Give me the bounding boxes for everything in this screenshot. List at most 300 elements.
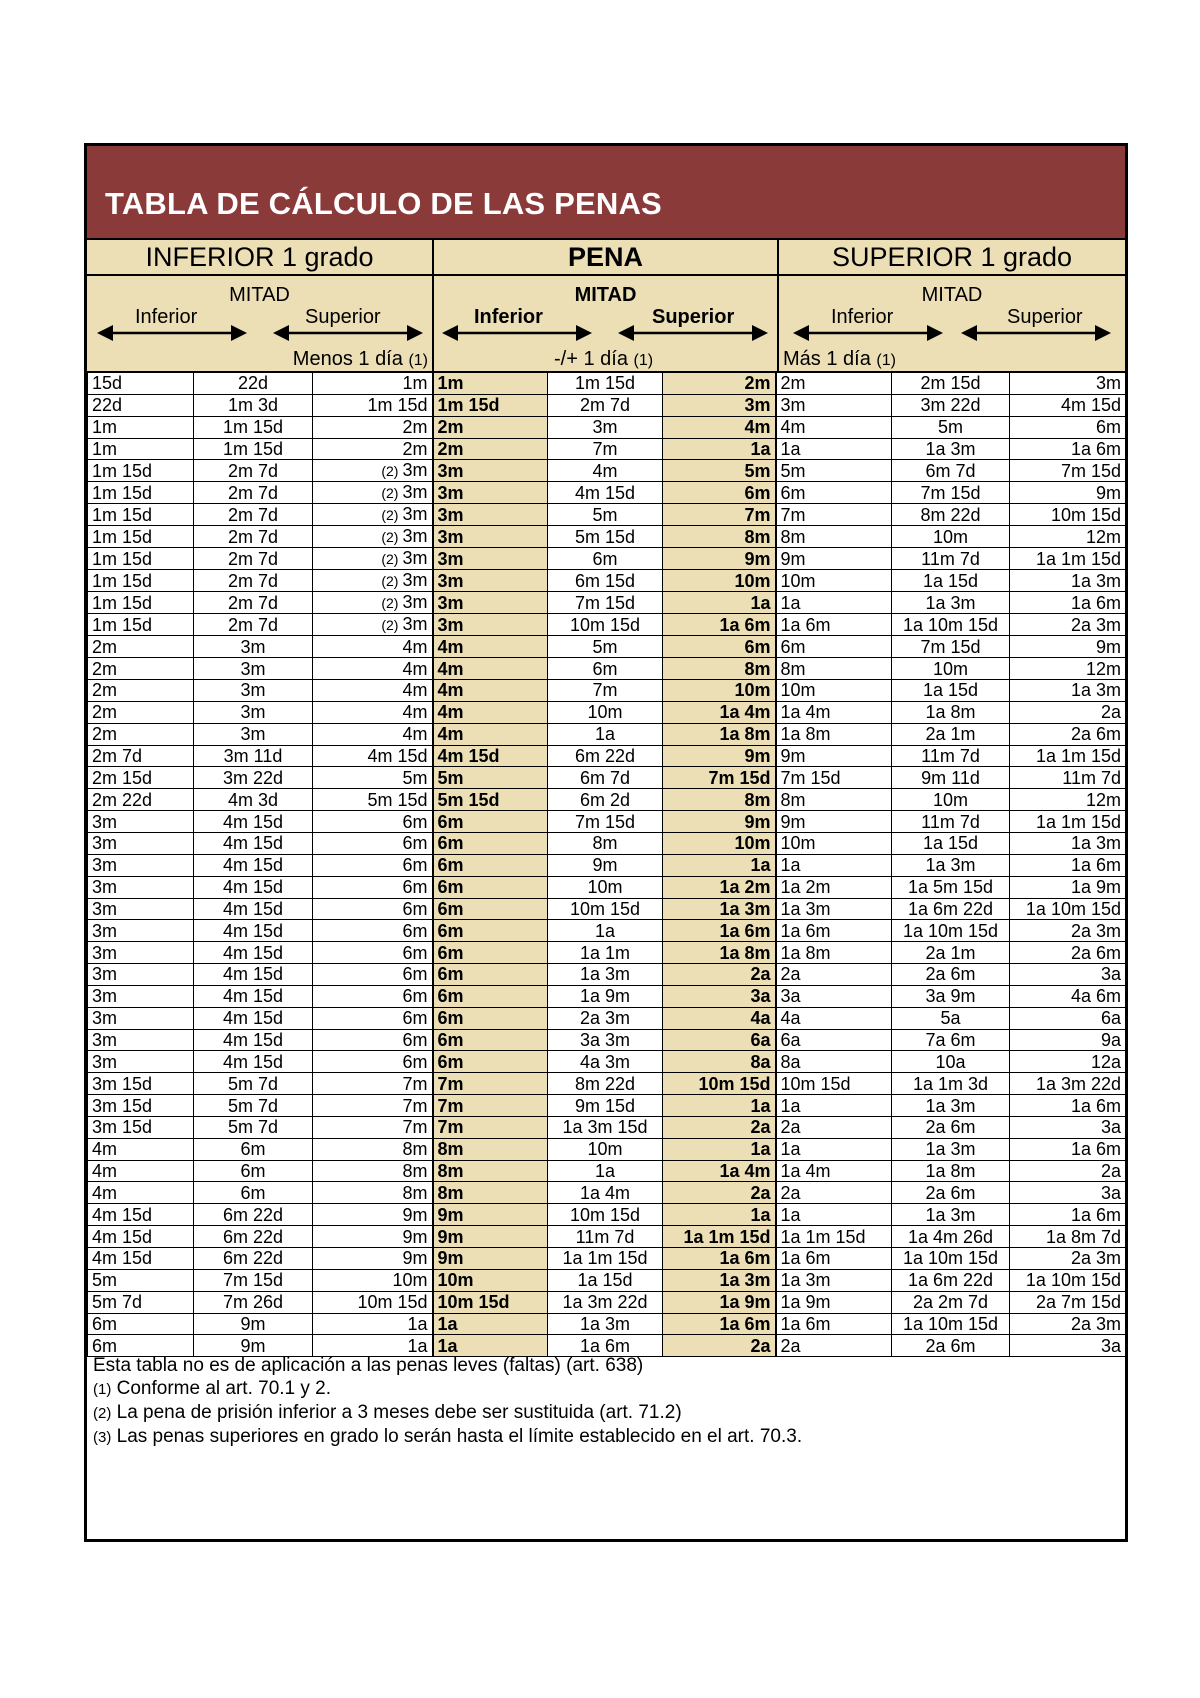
- cell-value: 3m 22d: [920, 395, 981, 416]
- cell-inferior-mitad: [194, 985, 313, 1007]
- cell-inferior-superior: [313, 482, 433, 504]
- cell-inferior-inferior: [88, 394, 194, 416]
- cell-value: 9m: [1095, 636, 1121, 657]
- cell-superior-superior: [1010, 854, 1126, 876]
- cell-inferior-inferior: [88, 526, 194, 548]
- cell-inferior-mitad: [194, 1138, 313, 1160]
- footnote-line: [93, 1354, 802, 1377]
- cell-value: 10m 15d: [569, 898, 641, 919]
- cell-value: 6m 22d: [222, 1204, 284, 1225]
- cell-pena-superior: [663, 482, 776, 504]
- cell-pena-inferior: [433, 920, 548, 942]
- cell-inferior-inferior: [88, 1269, 194, 1291]
- cell-value: 4m 15d: [222, 964, 284, 985]
- cell-pena-inferior: [433, 898, 548, 920]
- cell-inferior-inferior: [88, 1073, 194, 1095]
- cell-superior-superior: [1010, 416, 1126, 438]
- cell-value: 7a 6m: [925, 1029, 976, 1050]
- cell-value: 3m: [437, 614, 464, 635]
- cell-pena-superior: [663, 460, 776, 482]
- cell-value: 6m 7d: [579, 767, 631, 788]
- cell-value: 3a: [750, 986, 771, 1007]
- cell-pena-mitad: [548, 1182, 663, 1204]
- cell-inferior-mitad: [194, 854, 313, 876]
- cell-value: 12m: [1085, 526, 1121, 547]
- cell-superior-inferior: [776, 1073, 892, 1095]
- cell-superior-inferior: [776, 1138, 892, 1160]
- cell-superior-superior: [1010, 614, 1126, 636]
- cell-value: 6m: [437, 855, 464, 876]
- cell-value: 3a 3m: [579, 1029, 631, 1050]
- cell-inferior-mitad: [194, 592, 313, 614]
- cell-pena-superior: [663, 1226, 776, 1248]
- cell-value: 7m 15d: [574, 592, 636, 613]
- cell-superior-mitad: [892, 898, 1010, 920]
- cell-pena-mitad: [548, 876, 663, 898]
- cell-pena-mitad: [548, 898, 663, 920]
- cell-pena-superior: [663, 504, 776, 526]
- cell-value: 1a 9m: [579, 986, 631, 1007]
- cell-superior-inferior: [776, 745, 892, 767]
- cell-value: 1a 3m: [925, 438, 976, 459]
- double-arrow-icon: [793, 323, 943, 343]
- cell-value: 5m: [92, 1270, 118, 1291]
- cell-pena-mitad: [548, 701, 663, 723]
- double-arrow-icon: [961, 323, 1111, 348]
- cell-inferior-inferior: [88, 942, 194, 964]
- cell-value: 6m: [402, 986, 428, 1007]
- cell-value: 1a 6m: [1070, 592, 1121, 613]
- cell-inferior-superior: [313, 745, 433, 767]
- cell-superior-inferior: [776, 898, 892, 920]
- footnote-ref: (2): [93, 1405, 112, 1422]
- cell-superior-superior: [1010, 1160, 1126, 1182]
- cell-pena-superior: [663, 1269, 776, 1291]
- cell-value: 1m: [92, 438, 118, 459]
- cell-superior-inferior: [776, 767, 892, 789]
- cell-value: 3m: [92, 964, 118, 985]
- cell-value: 2a 1m: [925, 942, 976, 963]
- cell-pena-inferior: [433, 592, 548, 614]
- cell-inferior-superior: [313, 526, 433, 548]
- cell-superior-superior: [1010, 1051, 1126, 1073]
- cell-superior-mitad: [892, 416, 1010, 438]
- cell-pena-mitad: [548, 1313, 663, 1335]
- cell-superior-inferior: [776, 920, 892, 942]
- cell-superior-mitad: [892, 658, 1010, 680]
- cell-value: 6m: [437, 986, 464, 1007]
- cell-pena-mitad: [548, 1248, 663, 1270]
- cell-pena-mitad: [548, 1160, 663, 1182]
- cell-pena-inferior: [433, 504, 548, 526]
- cell-pena-superior: [663, 985, 776, 1007]
- cell-inferior-inferior: [88, 985, 194, 1007]
- cell-value: 3m: [402, 460, 428, 481]
- table-row: [88, 636, 1126, 658]
- cell-inferior-mitad: [194, 548, 313, 570]
- cell-value: 9m: [437, 1248, 464, 1269]
- cell-value: 1a: [750, 1095, 771, 1116]
- cell-value: 1a 1m 15d: [562, 1248, 648, 1269]
- cell-pena-inferior: [433, 985, 548, 1007]
- cell-superior-superior: [1010, 723, 1126, 745]
- cell-pena-superior: [663, 438, 776, 460]
- table-row: [88, 767, 1126, 789]
- cell-value: 7m: [437, 1117, 464, 1138]
- cell-value: 10a: [935, 1051, 966, 1072]
- cell-superior-superior: [1010, 592, 1126, 614]
- cell-inferior-superior: [313, 1269, 433, 1291]
- cell-superior-superior: [1010, 1204, 1126, 1226]
- cell-value: 1a 4m: [780, 702, 831, 723]
- table-row: [88, 1313, 1126, 1335]
- cell-value: 2a 7m 15d: [1035, 1292, 1121, 1313]
- cell-value: 1a 3m: [1070, 680, 1121, 701]
- table-row: [88, 920, 1126, 942]
- cell-value: 4m 15d: [222, 877, 284, 898]
- cell-inferior-inferior: [88, 460, 194, 482]
- cell-superior-inferior: [776, 1007, 892, 1029]
- cell-pena-mitad: [548, 592, 663, 614]
- cell-value: 9m: [780, 548, 806, 569]
- cell-pena-superior: [663, 548, 776, 570]
- cell-value: 7m 15d: [920, 482, 981, 503]
- cell-pena-mitad: [548, 1073, 663, 1095]
- cell-pena-inferior: [433, 1226, 548, 1248]
- footnote-text: Las penas superiores en grado lo serán hasta el límite establecido en el art. 70.3.: [111, 1426, 803, 1447]
- cell-pena-inferior: [433, 1160, 548, 1182]
- cell-superior-inferior: [776, 658, 892, 680]
- cell-value: 1m 3d: [227, 395, 279, 416]
- cell-value: 8m: [780, 526, 806, 547]
- cell-pena-superior: [663, 767, 776, 789]
- cell-value: 6a: [1100, 1008, 1121, 1029]
- cell-inferior-inferior: [88, 1138, 194, 1160]
- cell-inferior-superior: [313, 1291, 433, 1313]
- cell-pena-mitad: [548, 460, 663, 482]
- cell-superior-mitad: [892, 1160, 1010, 1182]
- cell-value: 11m 7d: [921, 746, 980, 767]
- cell-value: 1a: [750, 438, 771, 459]
- cell-superior-superior: [1010, 832, 1126, 854]
- cell-pena-superior: [663, 1073, 776, 1095]
- cell-value: 1a 3m: [925, 1204, 976, 1225]
- cell-inferior-inferior: [88, 570, 194, 592]
- cell-value: 4m 15d: [222, 942, 284, 963]
- cell-value: 1a 8m: [780, 724, 831, 745]
- cell-inferior-mitad: [194, 920, 313, 942]
- cell-value: 2a 6m: [1070, 724, 1121, 745]
- cell-pena-mitad: [548, 636, 663, 658]
- cell-value: 1m 15d: [92, 570, 153, 591]
- cell-value: 4m: [92, 1182, 118, 1203]
- cell-superior-inferior: [776, 1051, 892, 1073]
- cell-pena-inferior: [433, 1116, 548, 1138]
- cell-inferior-superior: [313, 658, 433, 680]
- cell-pena-mitad: [548, 964, 663, 986]
- cell-value: 6m: [402, 811, 428, 832]
- cell-value: 9m: [437, 1204, 464, 1225]
- column-divider: [777, 240, 779, 372]
- cell-inferior-inferior: [88, 767, 194, 789]
- cell-pena-inferior: [433, 1095, 548, 1117]
- cell-value: 10m 15d: [698, 1073, 771, 1094]
- cell-inferior-inferior: [88, 548, 194, 570]
- cell-value: 3m 15d: [92, 1073, 153, 1094]
- cell-value: 3m: [744, 395, 771, 416]
- cell-value: 1a: [750, 1139, 771, 1160]
- cell-value: 4m 15d: [222, 920, 284, 941]
- cell-superior-inferior: [776, 1160, 892, 1182]
- cell-superior-superior: [1010, 636, 1126, 658]
- cell-value: 3m: [240, 658, 266, 679]
- cell-inferior-mitad: [194, 1204, 313, 1226]
- cell-value: 7m: [402, 1095, 428, 1116]
- cell-value: 6m: [402, 877, 428, 898]
- cell-inferior-superior: [313, 1051, 433, 1073]
- cell-inferior-inferior: [88, 1313, 194, 1335]
- cell-value: 7m: [592, 680, 618, 701]
- cell-value: 1a 3m: [719, 1270, 771, 1291]
- cell-inferior-inferior: [88, 592, 194, 614]
- cell-superior-inferior: [776, 680, 892, 702]
- cell-inferior-inferior: [88, 964, 194, 986]
- table-row: [88, 1095, 1126, 1117]
- cell-value: 1a 8m: [925, 702, 976, 723]
- cell-value: 9m: [780, 811, 806, 832]
- cell-value: 1m 15d: [222, 417, 284, 438]
- cell-superior-inferior: [776, 985, 892, 1007]
- cell-inferior-superior: [313, 592, 433, 614]
- cell-value: 3m: [92, 855, 118, 876]
- cell-value: 4m: [437, 680, 464, 701]
- cell-value: 4m: [592, 460, 618, 481]
- cell-inferior-inferior: [88, 504, 194, 526]
- cell-inferior-superior: [313, 394, 433, 416]
- cell-inferior-inferior: [88, 1182, 194, 1204]
- header-pena-note: -/+ 1 día (1): [554, 348, 654, 370]
- table-row: [88, 438, 1126, 460]
- cell-value: 1a 3m: [780, 898, 831, 919]
- cell-value: 6m: [240, 1161, 266, 1182]
- cell-pena-inferior: [433, 1204, 548, 1226]
- cell-value: 6m: [744, 636, 771, 657]
- cell-value: 2a 3m: [579, 1008, 631, 1029]
- table-row: [88, 373, 1126, 395]
- cell-value: 1a 4m: [579, 1182, 631, 1203]
- cell-inferior-mitad: [194, 526, 313, 548]
- cell-superior-superior: [1010, 1182, 1126, 1204]
- cell-superior-superior: [1010, 373, 1126, 395]
- cell-superior-mitad: [892, 1095, 1010, 1117]
- header-pena-right-label: Superior: [652, 306, 735, 328]
- cell-value: 10m: [780, 570, 816, 591]
- cell-superior-mitad: [892, 942, 1010, 964]
- cell-inferior-mitad: [194, 1269, 313, 1291]
- cell-value: 12m: [1085, 658, 1121, 679]
- cell-value: 7m 15d: [780, 767, 841, 788]
- cell-value: 1a 9m: [1070, 877, 1121, 898]
- cell-pena-superior: [663, 701, 776, 723]
- cell-value: 2a 3m: [1070, 920, 1121, 941]
- cell-pena-superior: [663, 1007, 776, 1029]
- cell-value: 3a: [1100, 964, 1121, 985]
- cell-value: 3m: [92, 833, 118, 854]
- cell-value: 3m: [92, 877, 118, 898]
- cell-superior-superior: [1010, 898, 1126, 920]
- cell-value: 2a: [780, 1335, 801, 1356]
- cell-inferior-inferior: [88, 438, 194, 460]
- cell-value: 4m: [402, 658, 428, 679]
- penalty-table-frame: [84, 143, 1128, 1542]
- footnote-ref: (1): [93, 1381, 112, 1398]
- column-divider: [432, 240, 434, 372]
- cell-value: 8m 22d: [574, 1073, 636, 1094]
- cell-value: 4m: [402, 680, 428, 701]
- cell-inferior-mitad: [194, 701, 313, 723]
- cell-superior-superior: [1010, 811, 1126, 833]
- cell-pena-inferior: [433, 1248, 548, 1270]
- cell-superior-mitad: [892, 811, 1010, 833]
- cell-pena-superior: [663, 1313, 776, 1335]
- cell-value: 10m 15d: [569, 614, 641, 635]
- table-row: [88, 811, 1126, 833]
- cell-inferior-superior: [313, 832, 433, 854]
- cell-value: 4a 6m: [1070, 986, 1121, 1007]
- cell-inferior-superior: [313, 854, 433, 876]
- cell-value: 1a 10m 15d: [902, 1248, 999, 1269]
- cell-value: 1a 3m: [780, 1270, 831, 1291]
- cell-value: 1a: [594, 724, 616, 745]
- cell-value: 4a: [780, 1008, 801, 1029]
- cell-pena-superior: [663, 1029, 776, 1051]
- cell-pena-mitad: [548, 1291, 663, 1313]
- cell-value: 7m: [402, 1117, 428, 1138]
- cell-value: 5m 15d: [367, 789, 428, 810]
- cell-value: 3m: [437, 504, 464, 525]
- cell-value: 7m 15d: [920, 636, 981, 657]
- cell-superior-inferior: [776, 1204, 892, 1226]
- header-inferior-mitad: MITAD: [229, 284, 290, 306]
- cell-superior-inferior: [776, 1095, 892, 1117]
- cell-superior-inferior: [776, 723, 892, 745]
- cell-value: 1a 1m 15d: [1035, 548, 1121, 569]
- cell-value: 1a: [437, 1313, 458, 1334]
- cell-value: 1a 15d: [577, 1270, 633, 1291]
- cell-value: 1a 6m: [719, 1248, 771, 1269]
- cell-value: 2m: [92, 680, 118, 701]
- cell-superior-inferior: [776, 526, 892, 548]
- cell-value: 2m: [92, 724, 118, 745]
- cell-superior-mitad: [892, 460, 1010, 482]
- cell-value: 2a 3m: [1070, 614, 1121, 635]
- cell-pena-mitad: [548, 548, 663, 570]
- cell-superior-mitad: [892, 526, 1010, 548]
- double-arrow-icon: [273, 323, 423, 343]
- cell-value: 1a 2m: [780, 877, 831, 898]
- cell-pena-superior: [663, 1138, 776, 1160]
- cell-value: 4m: [437, 724, 464, 745]
- table-row: [88, 570, 1126, 592]
- cell-pena-superior: [663, 570, 776, 592]
- cell-superior-superior: [1010, 1335, 1126, 1357]
- cell-pena-superior: [663, 394, 776, 416]
- cell-value: 5m 7d: [92, 1292, 143, 1313]
- cell-superior-mitad: [892, 548, 1010, 570]
- cell-value: 2m 22d: [92, 789, 153, 810]
- cell-pena-superior: [663, 373, 776, 395]
- cell-value: 22d: [92, 395, 123, 416]
- cell-inferior-superior: [313, 504, 433, 526]
- cell-value: 1a 6m: [719, 920, 771, 941]
- cell-value: 2a: [750, 1335, 771, 1356]
- cell-superior-inferior: [776, 832, 892, 854]
- cell-value: 4m 15d: [222, 811, 284, 832]
- header-pena-left-label: Inferior: [474, 306, 543, 328]
- cell-value: 9a: [1100, 1029, 1121, 1050]
- cell-inferior-mitad: [194, 1226, 313, 1248]
- table-row: [88, 876, 1126, 898]
- cell-pena-mitad: [548, 1138, 663, 1160]
- table-row: [88, 1204, 1126, 1226]
- cell-value: 1a 9m: [780, 1292, 831, 1313]
- cell-pena-superior: [663, 1160, 776, 1182]
- cell-value: 1a 9m: [719, 1292, 771, 1313]
- cell-value: 6m: [402, 833, 428, 854]
- cell-pena-mitad: [548, 985, 663, 1007]
- cell-value: 3m: [402, 570, 428, 591]
- cell-value: 6m: [402, 1008, 428, 1029]
- cell-value: 6m: [437, 1051, 464, 1072]
- cell-inferior-mitad: [194, 438, 313, 460]
- cell-value: 4m 15d: [367, 746, 428, 767]
- cell-inferior-mitad: [194, 680, 313, 702]
- cell-inferior-inferior: [88, 898, 194, 920]
- cell-pena-mitad: [548, 723, 663, 745]
- cell-value: 10m: [437, 1270, 474, 1291]
- cell-value: 4a 3m: [579, 1051, 631, 1072]
- cell-pena-inferior: [433, 1073, 548, 1095]
- cell-superior-superior: [1010, 482, 1126, 504]
- cell-pena-mitad: [548, 1204, 663, 1226]
- cell-inferior-mitad: [194, 460, 313, 482]
- cell-value: 2a: [750, 964, 771, 985]
- cell-superior-inferior: [776, 811, 892, 833]
- cell-inferior-mitad: [194, 614, 313, 636]
- cell-value: 8m: [744, 526, 771, 547]
- cell-value: 5m: [592, 636, 618, 657]
- cell-inferior-inferior: [88, 636, 194, 658]
- cell-value: 1a: [780, 1139, 801, 1160]
- header-superior-note: Más 1 día (1): [783, 348, 896, 370]
- cell-pena-superior: [663, 898, 776, 920]
- cell-value: 4m: [402, 724, 428, 745]
- cell-value: 9m: [402, 1226, 428, 1247]
- cell-value: 4m 15d: [92, 1226, 153, 1247]
- cell-value: 3m: [437, 460, 464, 481]
- cell-value: 6m: [92, 1335, 118, 1356]
- cell-inferior-superior: [313, 1138, 433, 1160]
- cell-value: 1a 15d: [922, 833, 979, 854]
- cell-value: 4m: [437, 702, 464, 723]
- cell-value: 1a: [750, 1204, 771, 1225]
- cell-value: 5m 7d: [227, 1095, 279, 1116]
- cell-value: 5m: [592, 504, 618, 525]
- cell-value: 3m: [780, 395, 806, 416]
- cell-inferior-mitad: [194, 1182, 313, 1204]
- cell-inferior-inferior: [88, 1160, 194, 1182]
- cell-pena-inferior: [433, 614, 548, 636]
